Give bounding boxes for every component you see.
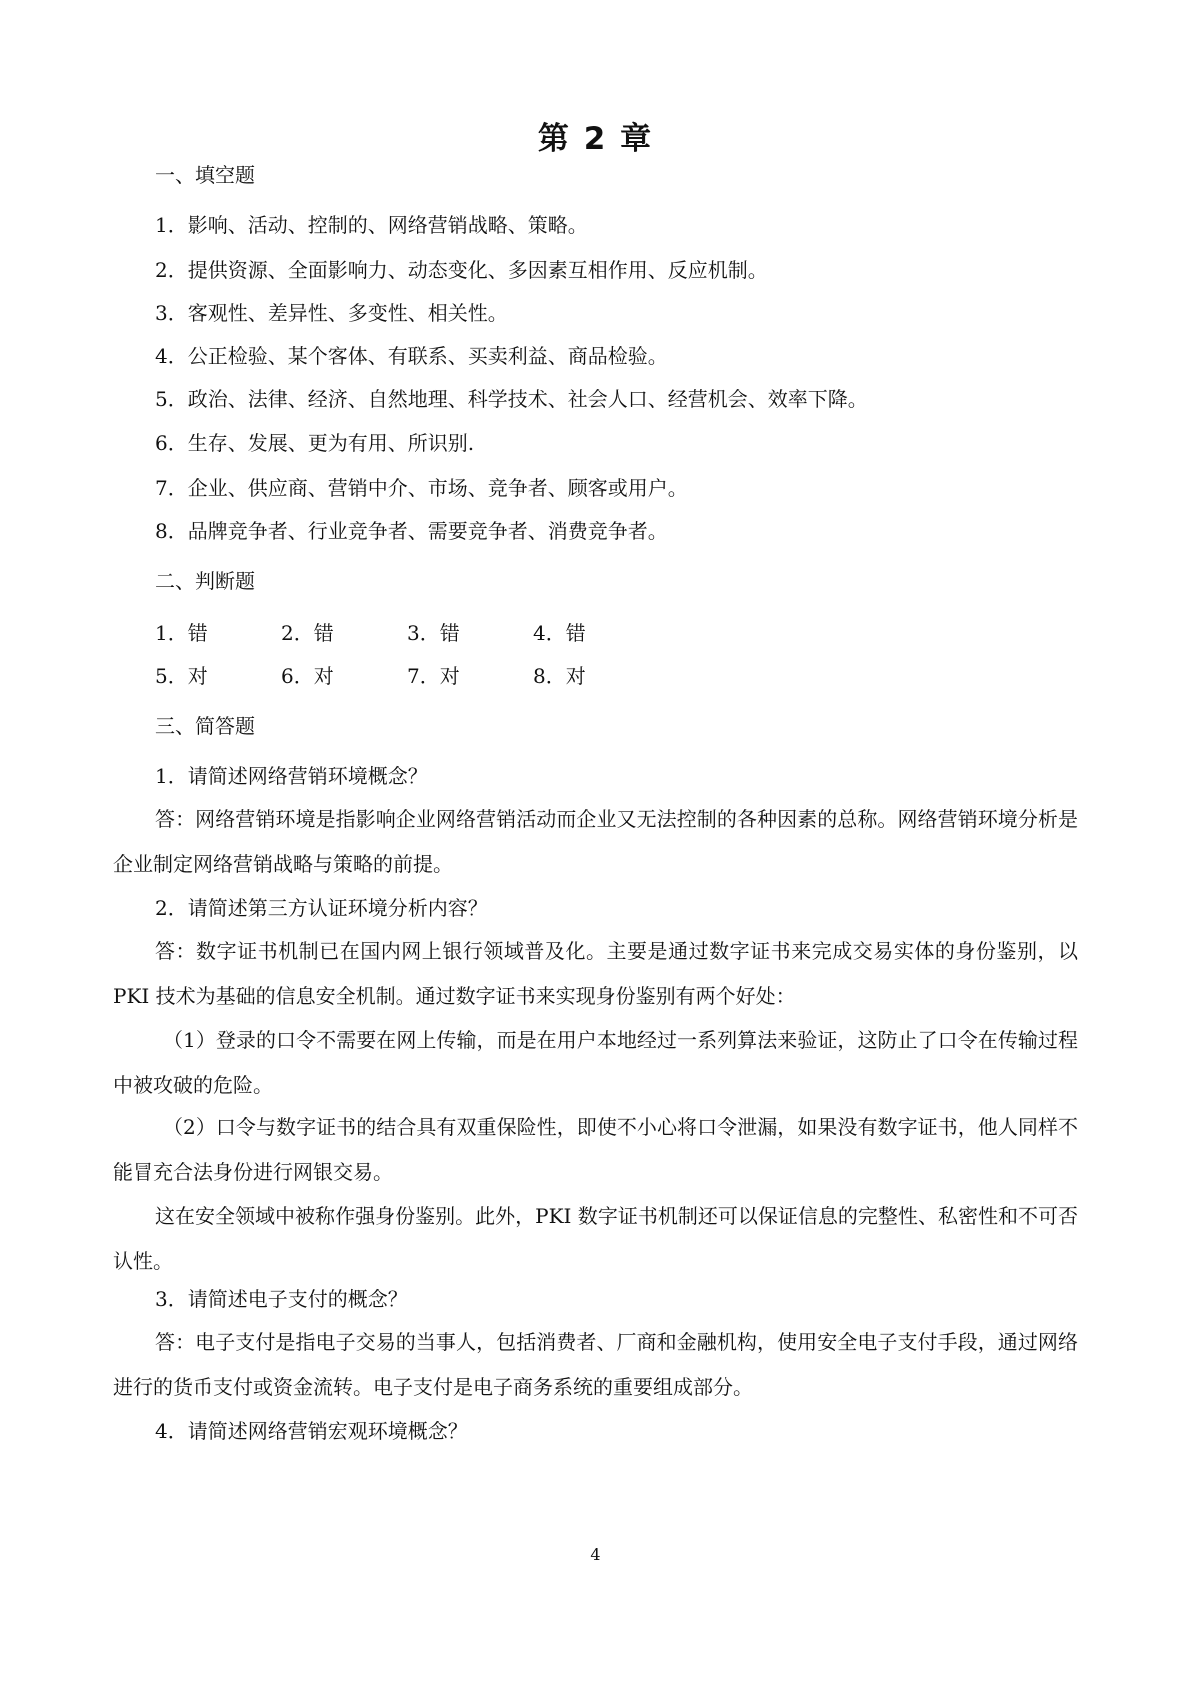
question-2: 2．请简述第三方认证环境分析内容？	[155, 896, 488, 920]
fill-blank-item-6: 6．生存、发展、更为有用、所识别.	[155, 431, 475, 455]
true-false-answer: 7．对	[407, 664, 460, 688]
question-4: 4．请简述网络营销宏观环境概念？	[155, 1419, 468, 1443]
answer-2-point-1: （1）登录的口令不需要在网上传输，而是在用户本地经过一系列算法来验证，这防止了口令在传输过程中被攻破的危险。	[113, 1028, 1078, 1097]
fill-blank-item-8: 8．品牌竞争者、行业竞争者、需要竞争者、消费竞争者。	[155, 519, 668, 543]
true-false-answer: 5．对	[155, 664, 208, 688]
fill-blank-item-1: 1．影响、活动、控制的、网络营销战略、策略。	[155, 213, 588, 237]
true-false-answer: 6．对	[281, 664, 334, 688]
fill-blank-item-3: 3．客观性、差异性、多变性、相关性。	[155, 301, 508, 325]
question-1: 1．请简述网络营销环境概念？	[155, 764, 428, 788]
question-3: 3．请简述电子支付的概念？	[155, 1287, 408, 1311]
section-heading-short-answer: 三、简答题	[155, 714, 255, 738]
fill-blank-item-7: 7．企业、供应商、营销中介、市场、竞争者、顾客或用户。	[155, 476, 688, 500]
answer-1: 答：网络营销环境是指影响企业网络营销活动而企业又无法控制的各种因素的总称。网络营销环境分析是企业制定网络营销战略与策略的前提。	[113, 807, 1078, 876]
fill-blank-item-5: 5．政治、法律、经济、自然地理、科学技术、社会人口、经营机会、效率下降。	[155, 387, 868, 411]
section-heading-fill-blank: 一、填空题	[155, 163, 255, 187]
true-false-row-1	[155, 620, 659, 646]
answer-2: 答：数字证书机制已在国内网上银行领域普及化。主要是通过数字证书来完成交易实体的身份鉴别，以 PKI 技术为基础的信息安全机制。通过数字证书来实现身份鉴别有两个好处：	[113, 939, 1078, 1008]
answer-3: 答：电子支付是指电子交易的当事人，包括消费者、厂商和金融机构，使用安全电子支付手段，通过网络进行的货币支付或资金流转。电子支付是电子商务系统的重要组成部分。	[113, 1330, 1078, 1399]
true-false-answer: 3．错	[407, 621, 460, 645]
section-heading-true-false: 二、判断题	[155, 569, 255, 593]
fill-blank-item-4: 4．公正检验、某个客体、有联系、买卖利益、商品检验。	[155, 344, 668, 368]
page-title: 第 2 章	[537, 121, 654, 157]
answer-2-extra: 这在安全领域中被称作强身份鉴别。此外，PKI 数字证书机制还可以保证信息的完整性、私密性和不可否认性。	[113, 1204, 1078, 1273]
true-false-answer: 2．错	[281, 621, 334, 645]
fill-blank-item-2: 2．提供资源、全面影响力、动态变化、多因素互相作用、反应机制。	[155, 258, 768, 282]
true-false-answer: 1．错	[155, 621, 208, 645]
true-false-row-2	[155, 663, 659, 689]
true-false-answer: 4．错	[533, 621, 586, 645]
answer-2-point-2: （2）口令与数字证书的结合具有双重保险性，即使不小心将口令泄漏，如果没有数字证书，他人同样不能冒充合法身份进行网银交易。	[113, 1115, 1078, 1184]
page-number: 4	[590, 1545, 601, 1564]
true-false-answer: 8．对	[533, 664, 586, 688]
